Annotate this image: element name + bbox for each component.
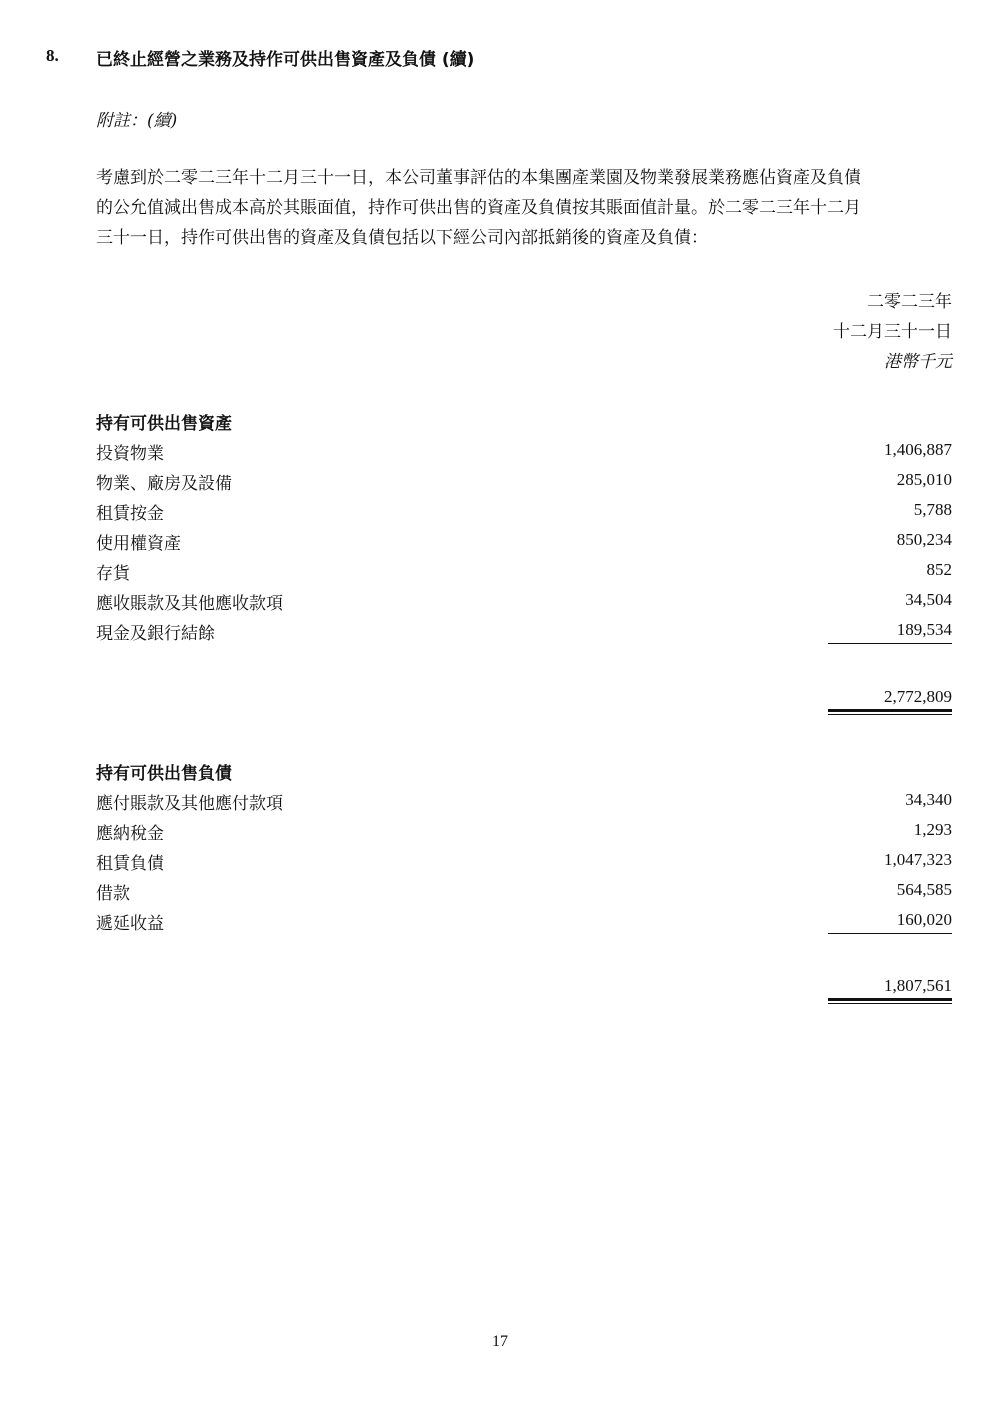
asset-value: 5,788 — [913, 500, 952, 519]
asset-label: 租賃按金 — [96, 504, 164, 524]
asset-label: 使用權資產 — [96, 534, 181, 554]
asset-value: 1,406,887 — [884, 440, 952, 459]
asset-value: 285,010 — [896, 470, 952, 489]
page-number: 17 — [492, 1333, 508, 1350]
column-header-date: 十二月三十一日 — [833, 322, 952, 342]
column-header-unit: 港幣千元 — [884, 352, 952, 372]
liability-label: 借款 — [96, 884, 130, 904]
asset-label: 存貨 — [96, 564, 130, 584]
asset-value: 850,234 — [896, 530, 952, 549]
liability-value: 1,293 — [913, 820, 952, 839]
liabilities-heading: 持有可供出售負債 — [96, 764, 232, 784]
asset-value: 34,504 — [905, 590, 952, 609]
section-title: 已終止經營之業務及持作可供出售資產及負債 (續) — [96, 50, 475, 70]
liability-label: 遞延收益 — [96, 914, 164, 934]
asset-label: 投資物業 — [96, 444, 164, 464]
total-double-rule — [828, 709, 952, 715]
asset-value: 189,534 — [896, 620, 952, 639]
subtotal-rule — [828, 933, 952, 934]
liability-label: 應付賬款及其他應付款項 — [96, 794, 283, 814]
liability-label: 租賃負債 — [96, 854, 164, 874]
liabilities-total: 1,807,561 — [884, 976, 952, 995]
asset-label: 應收賬款及其他應收款項 — [96, 594, 283, 614]
asset-label: 現金及銀行結餘 — [96, 624, 215, 644]
liability-value: 564,585 — [896, 880, 952, 899]
assets-heading: 持有可供出售資產 — [96, 414, 232, 434]
note-paragraph — [96, 163, 956, 253]
column-header-year: 二零二三年 — [867, 292, 952, 312]
paragraph-line: 的公允值減出售成本高於其賬面值，持作可供出售的資產及負債按其賬面值計量。於二零二三年十二月 — [96, 198, 861, 218]
note-label: 附註：(續) — [96, 111, 178, 131]
asset-value: 852 — [926, 560, 952, 579]
paragraph-line: 三十一日，持作可供出售的資產及負債包括以下經公司內部抵銷後的資產及負債： — [96, 228, 708, 248]
liability-value: 1,047,323 — [884, 850, 952, 869]
paragraph-line: 考慮到於二零二三年十二月三十一日，本公司董事評估的本集團產業園及物業發展業務應佔資產及負債 — [96, 168, 861, 188]
liability-value: 34,340 — [905, 790, 952, 809]
assets-total: 2,772,809 — [884, 687, 952, 706]
liability-label: 應納稅金 — [96, 824, 164, 844]
liability-value: 160,020 — [896, 910, 952, 929]
total-double-rule — [828, 998, 952, 1004]
section-number: 8. — [46, 46, 59, 65]
subtotal-rule — [828, 643, 952, 644]
asset-label: 物業、廠房及設備 — [96, 474, 232, 494]
